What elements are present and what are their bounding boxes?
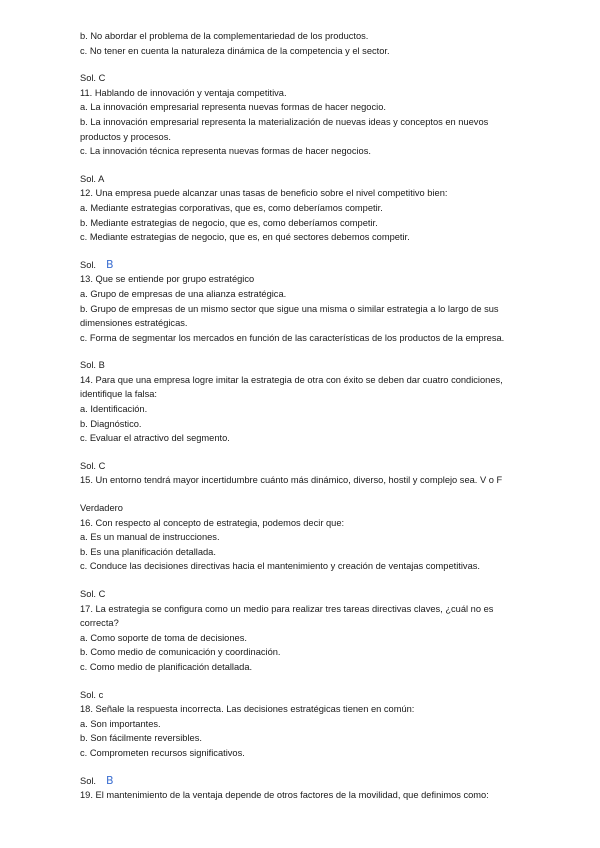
- option-b: b. No abordar el problema de la complementariedad de los productos.: [80, 31, 369, 41]
- option-c: c. Conduce las decisiones directivas hacia el mantenimiento y creación de ventajas competitivas.: [80, 561, 480, 572]
- option-a: a. Identificación.: [80, 404, 148, 415]
- option-a: a. Es un manual de instrucciones.: [80, 532, 220, 543]
- option-a: a. La innovación empresarial representa nuevas formas de hacer negocio.: [80, 102, 386, 113]
- solution-line: [80, 774, 560, 789]
- solution-label: Verdadero: [80, 503, 123, 514]
- block-q17: [80, 587, 560, 675]
- question-text-continued: identifique la falsa:: [80, 389, 158, 400]
- option-c: c. Evaluar el atractivo del segmento.: [80, 433, 230, 444]
- solution-label: Sol. C: [80, 589, 106, 599]
- option-b-continued: productos y procesos.: [80, 131, 171, 142]
- solution-line: [80, 258, 560, 273]
- solution-label: Sol. c: [80, 689, 104, 700]
- block-q11: [80, 71, 560, 159]
- block-q10-options: [80, 29, 560, 58]
- block-q18: [80, 688, 560, 761]
- solution-label: Sol.: [80, 259, 97, 270]
- option-b: b. Grupo de empresas de un mismo sector que sigue una misma o similar estrategia a lo largo de sus: [80, 303, 499, 314]
- solution-label: Sol. B: [80, 360, 105, 371]
- option-c: c. La innovación técnica representa nuevas formas de hacer negocios.: [80, 146, 371, 157]
- handwritten-answer: B: [106, 257, 114, 271]
- question-text-continued: correcta?: [80, 618, 119, 629]
- question-text: 14. Para que una empresa logre imitar la estrategia de otra con éxito se deben dar cuatro condiciones,: [80, 374, 503, 385]
- option-a: a. Mediante estrategias corporativas, que es, como deberíamos competir.: [80, 202, 383, 213]
- option-b: b. Son fácilmente reversibles.: [80, 733, 202, 744]
- question-text: 16. Con respecto al concepto de estrategia, podemos decir que:: [80, 517, 345, 528]
- question-text: 11. Hablando de innovación y ventaja competitiva.: [80, 87, 287, 98]
- question-text: 17. La estrategia se configura como un medio para realizar tres tareas directivas claves, ¿cuál no es: [80, 603, 494, 614]
- block-q14: [80, 358, 560, 446]
- block-q15: [80, 459, 560, 488]
- question-text: 13. Que se entiende por grupo estratégico: [80, 274, 255, 285]
- option-a: a. Grupo de empresas de una alianza estratégica.: [80, 288, 287, 299]
- option-c: c. No tener en cuenta la naturaleza dinámica de la competencia y el sector.: [80, 45, 390, 56]
- option-c: c. Como medio de planificación detallada.: [80, 661, 253, 672]
- option-c: c. Comprometen recursos significativos.: [80, 747, 245, 758]
- solution-label: Sol. C: [80, 460, 106, 471]
- block-q16: [80, 501, 560, 574]
- option-b: b. Diagnóstico.: [80, 418, 142, 429]
- solution-label: Sol.: [80, 775, 97, 786]
- option-b: b. Como medio de comunicación y coordinación.: [80, 647, 281, 658]
- block-q12: [80, 172, 560, 245]
- option-b: b. Es una planificación detallada.: [80, 546, 216, 557]
- handwritten-answer: B: [106, 773, 114, 787]
- question-text: 15. Un entorno tendrá mayor incertidumbre cuánto más dinámico, diverso, hostil y complejo sea. V o F: [80, 475, 503, 486]
- block-q13: [80, 258, 560, 346]
- question-text: 19. El mantenimiento de la ventaja depende de otros factores de la movilidad, que definimos como:: [80, 790, 489, 801]
- option-b-continued: dimensiones estratégicas.: [80, 318, 188, 329]
- solution-label: Sol. A: [80, 173, 105, 184]
- option-c: c. Mediante estrategias de negocio, que es, en qué sectores debemos competir.: [80, 232, 410, 243]
- option-a: a. Son importantes.: [80, 718, 161, 729]
- block-q19: [80, 774, 560, 803]
- option-c: c. Forma de segmentar los mercados en función de las características de los productos de la empresa.: [80, 332, 505, 343]
- option-a: a. Como soporte de toma de decisiones.: [80, 632, 247, 643]
- solution-label: Sol. C: [80, 73, 106, 84]
- question-text: 12. Una empresa puede alcanzar unas tasas de beneficio sobre el nivel competitivo bien:: [80, 188, 448, 199]
- option-b: b. Mediante estrategias de negocio, que es, como deberíamos competir.: [80, 217, 378, 228]
- option-b: b. La innovación empresarial representa la materialización de nuevas ideas y conceptos en nuevos: [80, 116, 489, 127]
- document-page: [80, 29, 560, 816]
- question-text: 18. Señale la respuesta incorrecta. Las decisiones estratégicas tienen en común:: [80, 704, 415, 715]
